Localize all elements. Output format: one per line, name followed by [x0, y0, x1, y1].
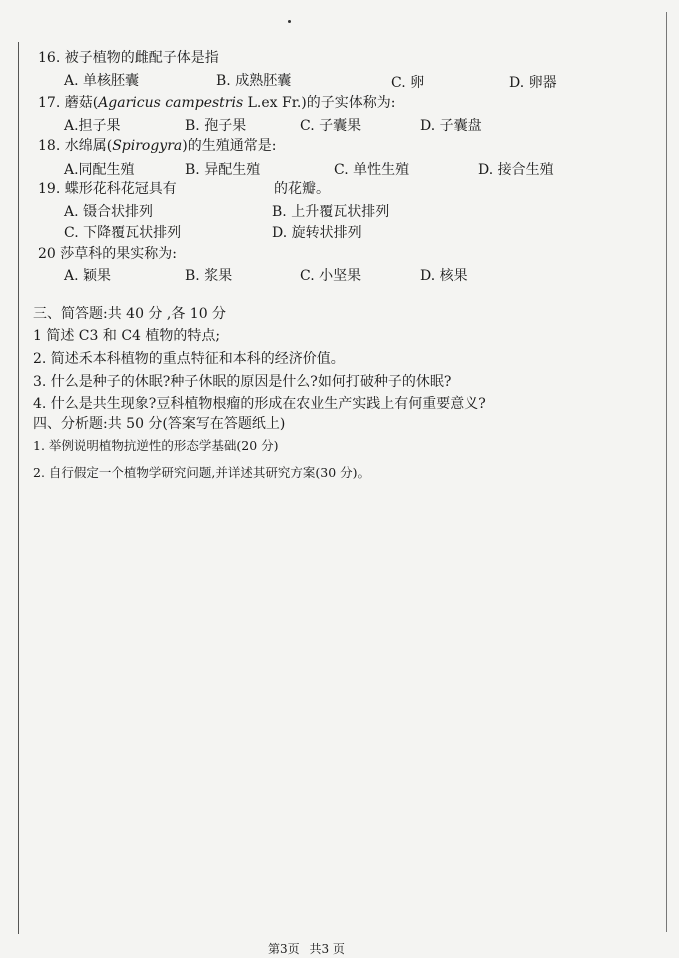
q20-option-a: A. 颖果	[64, 268, 112, 284]
q20-option-b: B. 浆果	[185, 268, 233, 284]
footer-total-pages: 共3 页	[309, 942, 345, 956]
q17-stem: 17. 蘑菇(Agaricus campestris L.ex Fr.)的子实体称为:	[38, 95, 396, 111]
q17-option-d: D. 子囊盘	[420, 118, 482, 134]
scan-mark	[288, 20, 291, 23]
page-right-border	[666, 12, 667, 932]
q19-option-c: C. 下降覆瓦状排列	[64, 225, 182, 241]
q17-option-c: C. 子囊果	[300, 118, 362, 134]
q19-option-b: B. 上升覆瓦状排列	[272, 204, 390, 220]
page-footer	[268, 940, 351, 957]
q16-option-d: D. 卵器	[509, 75, 557, 91]
q20-stem: 20 莎草科的果实称为:	[38, 246, 177, 262]
q18-option-a: A.同配生殖	[64, 162, 135, 178]
section4-item-1: 1. 举例说明植物抗逆性的形态学基础(20 分)	[33, 438, 279, 453]
q17-option-a: A.担子果	[64, 118, 121, 134]
q16-option-b: B. 成熟胚囊	[216, 73, 292, 89]
q20-option-d: D. 核果	[420, 268, 468, 284]
q19-stem-tail: 的花瓣。	[274, 181, 330, 197]
q18-option-c: C. 单性生殖	[334, 162, 410, 178]
footer-page-number: 第3页	[268, 942, 300, 956]
q16-option-a: A. 单核胚囊	[64, 73, 140, 89]
q16-option-c: C. 卵	[391, 75, 425, 91]
q18-stem: 18. 水绵属(Spirogyra)的生殖通常是:	[38, 138, 277, 154]
q18-option-d: D. 接合生殖	[478, 162, 554, 178]
q20-option-c: C. 小坚果	[300, 268, 362, 284]
page-left-border	[18, 42, 19, 934]
q19-option-d: D. 旋转状排列	[272, 225, 362, 241]
section3-heading: 三、简答题:共 40 分 ,各 10 分	[33, 306, 227, 322]
section4-item-2: 2. 自行假定一个植物学研究问题,并详述其研究方案(30 分)。	[33, 465, 371, 480]
section3-item-1: 1 简述 C3 和 C4 植物的特点;	[33, 328, 221, 344]
q18-option-b: B. 异配生殖	[185, 162, 261, 178]
section4-heading: 四、分析题:共 50 分(答案写在答题纸上)	[33, 416, 286, 432]
q16-stem: 16. 被子植物的雌配子体是指	[38, 50, 219, 66]
section3-item-4: 4. 什么是共生现象?豆科植物根瘤的形成在农业生产实践上有何重要意义?	[33, 396, 486, 412]
section3-item-3: 3. 什么是种子的休眠?种子休眠的原因是什么?如何打破种子的休眠?	[33, 374, 452, 390]
section3-item-2: 2. 简述禾本科植物的重点特征和本科的经济价值。	[33, 351, 345, 367]
q19-option-a: A. 镊合状排列	[64, 204, 154, 220]
q17-option-b: B. 孢子果	[185, 118, 247, 134]
q19-stem: 19. 蝶形花科花冠具有	[38, 181, 177, 197]
